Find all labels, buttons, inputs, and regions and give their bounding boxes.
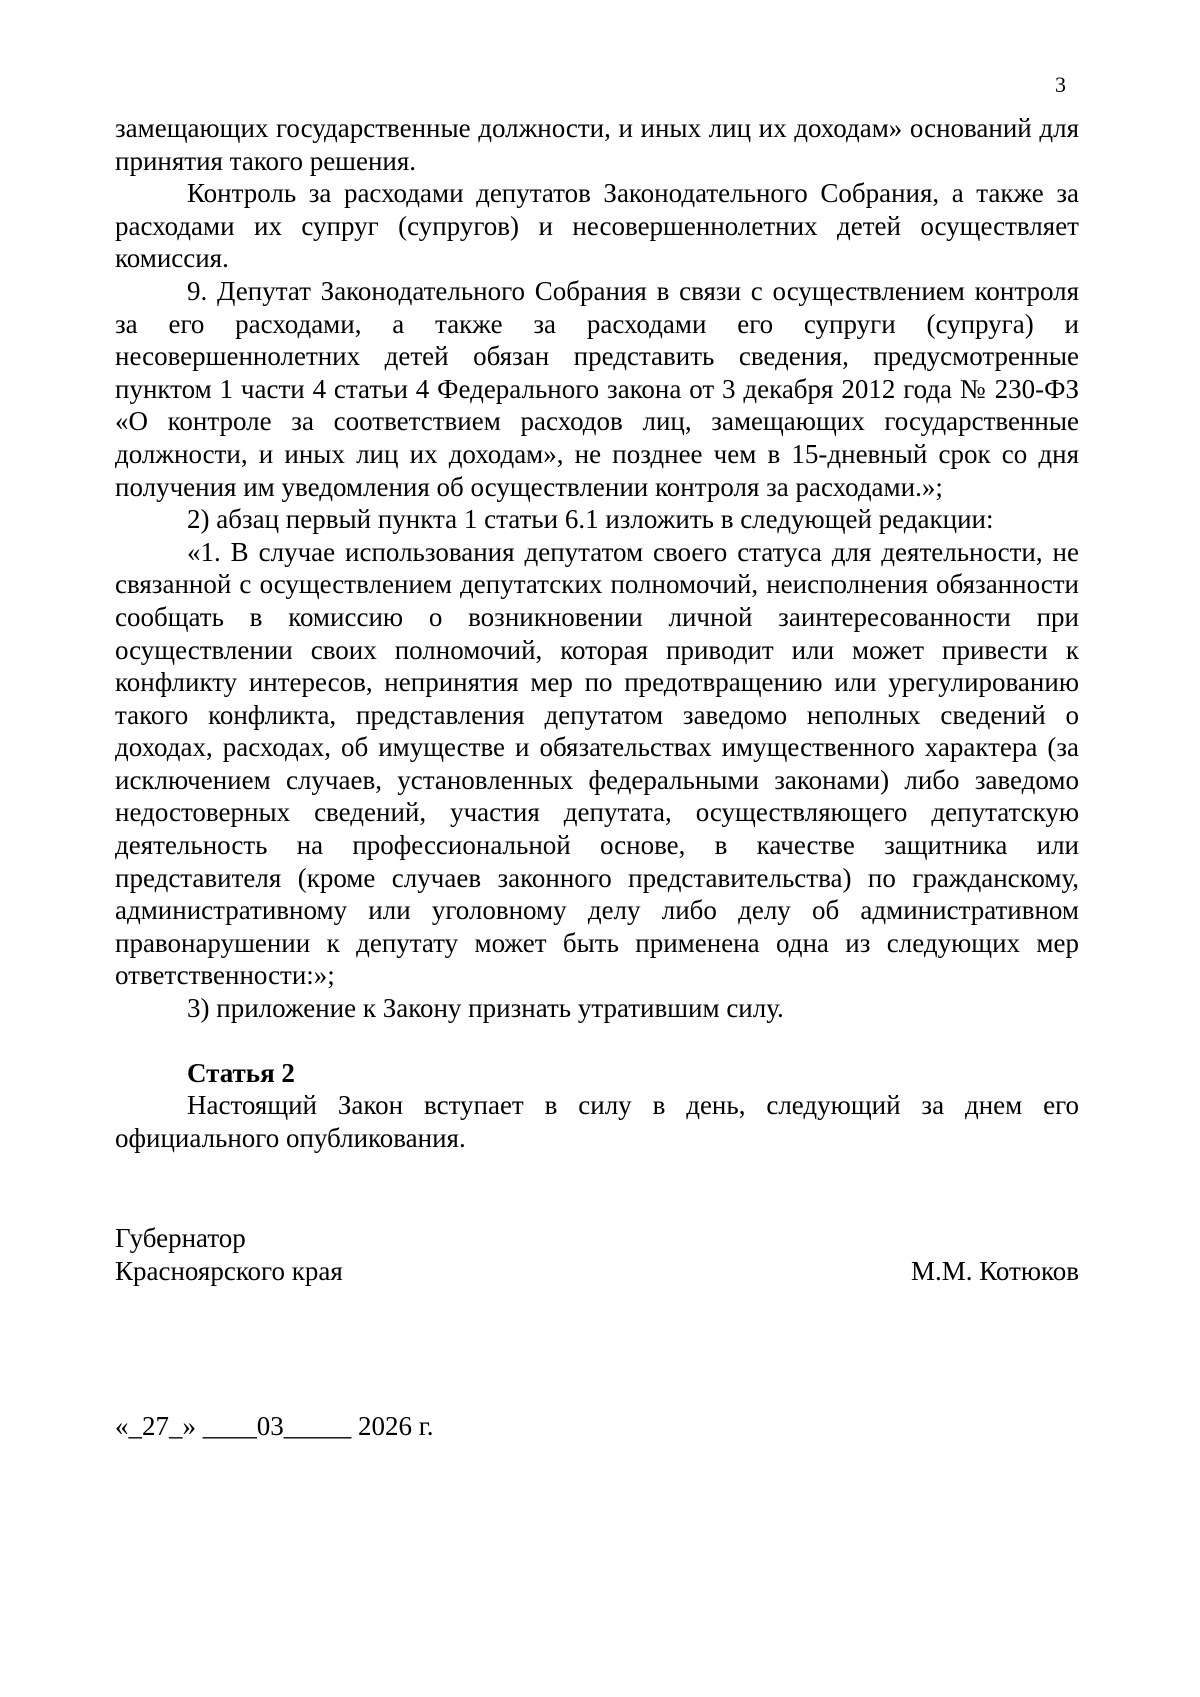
paragraph-continuation: замещающих государственные должности, и иных лиц их доходам» оснований для принятия такого решения. bbox=[115, 113, 1079, 176]
signature-row bbox=[115, 1255, 1079, 1288]
signatory-name: М.М. Котюков bbox=[910, 1255, 1079, 1286]
paragraph-item-9: 9. Депутат Законодательного Собрания в связи с осуществлением контроля за его расходами, а также за расходами его супруги (супруга) и несовершеннолетних детей обязан представить сведения, предусмотренные пунктом 1 части 4 статьи 4 Федерального закона от 3 декабря 2012 года № 230-ФЗ «О контроле за соответствием расходов лиц, замещающих государственные должности, и иных лиц их доходам», не позднее чем в 15-дневный срок со дня получения им уведомления об осуществлении контроля за расходами.»; bbox=[115, 275, 1079, 502]
document-body bbox=[115, 112, 1079, 1154]
signatory-position-line1: Губернатор bbox=[115, 1223, 246, 1253]
page-number: 3 bbox=[1055, 72, 1066, 97]
paragraph-new-wording: «1. В случае использования депутатом своего статуса для деятельности, не связанной с осуществлением депутатских полномочий, неисполнения обязанности сообщать в комиссию о возникновении личной заинтересованности при осуществлении своих полномочий, которая приводит или может привести к конфликту интересов, непринятия мер по предотвращению или урегулированию такого конфликта, представления депутатом заведомо неполных сведений о доходах, расходах, об имуществе и обязательствах имущественного характера (за исключением случаев, установленных федеральными законами) либо заведомо недостоверных сведений, участия депутата, осуществляющего депутатскую деятельность на профессиональной основе, в качестве защитника или представителя (кроме случаев законного представительства) по гражданскому, административному или уголовному делу либо делу об административном правонарушении к депутату может быть применена одна из следующих мер ответственности:»; bbox=[115, 536, 1079, 991]
paragraph-expense-control: Контроль за расходами депутатов Законодательного Собрания, а также за расходами их супруг (супругов) и несовершеннолетних детей осуществляет комиссия. bbox=[115, 178, 1079, 274]
signatory-position-line2: Красноярского края bbox=[115, 1255, 343, 1286]
paragraph-amendment-3: 3) приложение к Закону признать утратившим силу. bbox=[187, 993, 784, 1024]
signature-block bbox=[115, 1222, 1079, 1287]
paragraph-amendment-2: 2) абзац первый пункта 1 статьи 6.1 изложить в следующей редакции: bbox=[187, 504, 994, 535]
article-text: Настоящий Закон вступает в силу в день, следующий за днем его официального опубликования. bbox=[115, 1090, 1079, 1153]
signing-date: «_27_» ____03_____ 2026 г. bbox=[115, 1411, 434, 1441]
article-heading: Статья 2 bbox=[187, 1057, 295, 1088]
